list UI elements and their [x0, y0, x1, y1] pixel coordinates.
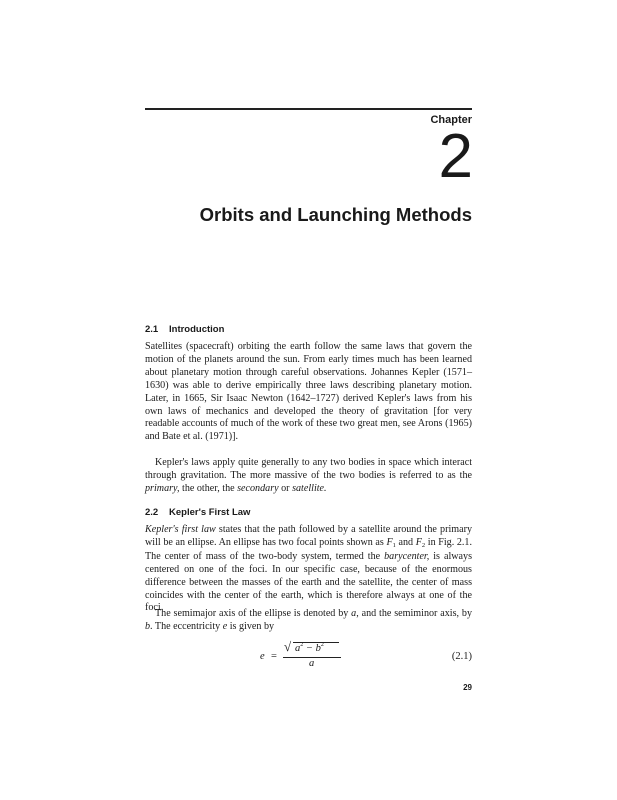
- paragraph-introduction-2: Kepler's laws apply quite generally to any two bodies in space which interact through gravitation. The more massive of the two bodies is referred to as the primary, the other, the secondary or satellite.: [145, 457, 472, 494]
- paragraph-first-law-1: Kepler's first law states that the path followed by a satellite around the primary will be an ellipse. An ellipse has two focal points shown as $F_1$ and $F_2$ in Fig. 2.1. The center of mass of the two-body system, termed the barycenter, is always centered on one of the foci. In our specific case, because of the enormous difference between the masses of the earth and the satellite, the center of mass coincides with the center of the earth, which is therefore always at one of the foci.: [145, 524, 472, 614]
- equation-label: (2.1): [451, 651, 472, 662]
- section-heading-keplers-first-law: [145, 507, 250, 518]
- chapter-number: 2: [438, 122, 473, 191]
- page-number: 29: [463, 683, 472, 692]
- equation-radicand: $a^2 - b^2$: [295, 642, 324, 654]
- section-heading-introduction: [145, 324, 224, 335]
- section-title: Introduction: [169, 324, 225, 335]
- section-number: 2.1: [145, 324, 159, 335]
- equation-numerator: [283, 639, 341, 655]
- equation-equals: =: [271, 651, 277, 662]
- paragraph-introduction-1: Satellites (spacecraft) orbiting the earth follow the same laws that govern the motion of the planets around the sun. From early times much has been learned about planetary motion through careful observations. Johannes Kepler (1571–1630) was able to derive empirically three laws describing planetary motion. Later, in 1665, Sir Isaac Newton (1642–1727) derived Kepler's laws from his own laws of mechanics and developed the theory of gravitation [for very readable accounts of much of the work of these two great men, see Arons (1965) and Bate et al. (1971)].: [145, 341, 472, 443]
- square-root-icon: √: [284, 639, 292, 654]
- equation-eccentricity: [145, 639, 472, 672]
- paragraph-first-law-2: The semimajor axis of the ellipse is denoted by a, and the semiminor axis, by b. The eccentricity e is given by: [145, 608, 472, 632]
- equation-lhs: e: [260, 651, 265, 662]
- chapter-label: Chapter: [430, 114, 472, 126]
- section-title: Kepler's First Law: [169, 507, 251, 518]
- chapter-title: Orbits and Launching Methods: [199, 204, 472, 225]
- section-number: 2.2: [145, 507, 159, 518]
- equation-denominator: a: [309, 658, 315, 669]
- chapter-top-rule: [145, 108, 472, 110]
